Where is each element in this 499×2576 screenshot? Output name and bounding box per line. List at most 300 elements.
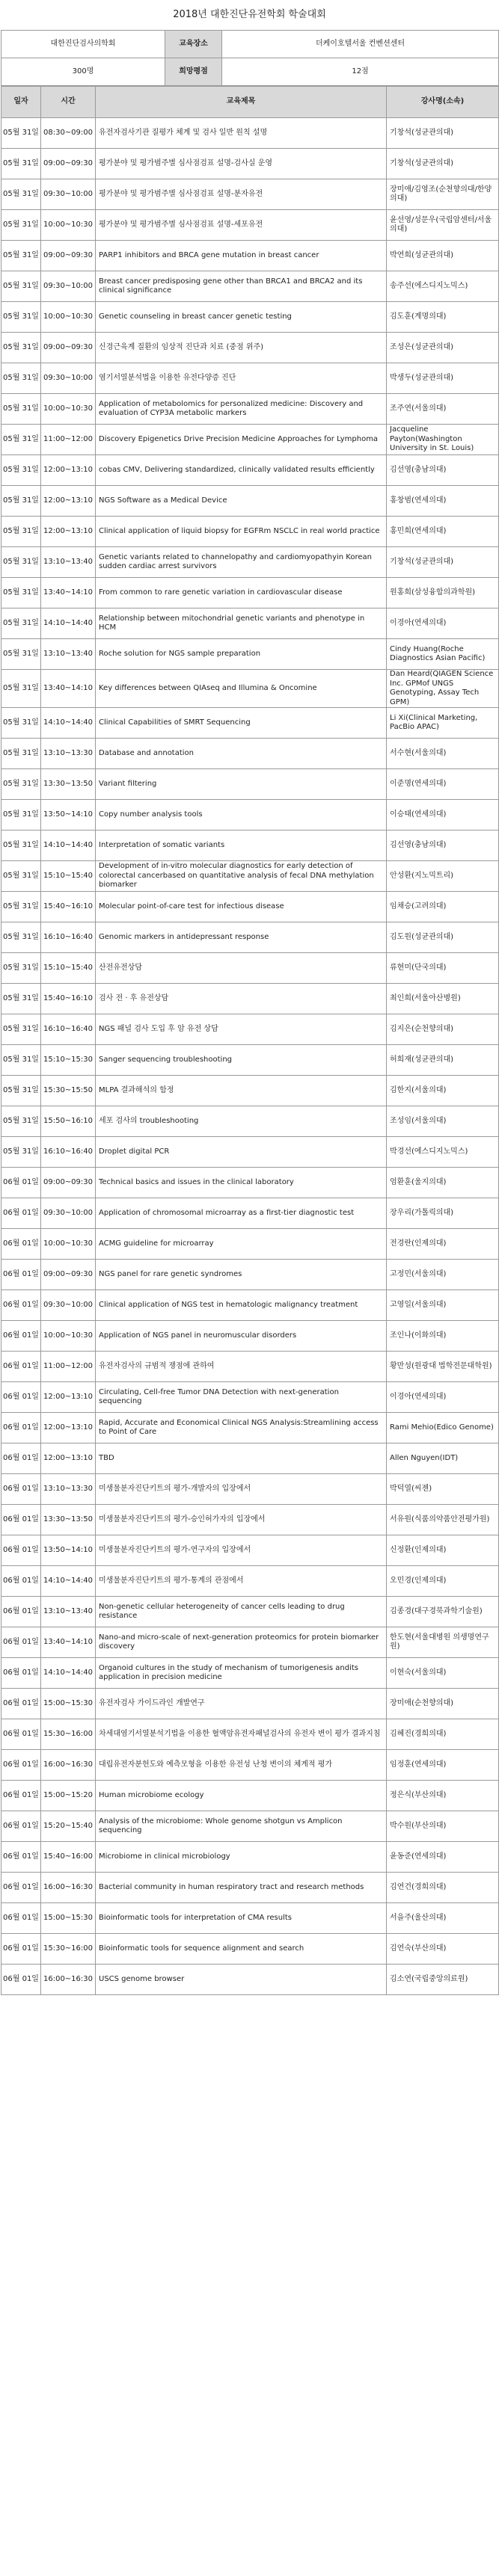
session-subject: Application of NGS panel in neuromuscular disorders bbox=[96, 1321, 387, 1352]
session-time: 09:00~09:30 bbox=[41, 1260, 96, 1290]
table-row bbox=[1, 1842, 499, 1873]
session-time: 15:30~16:00 bbox=[41, 1934, 96, 1965]
session-subject: 평가분야 및 평가범주별 심사점검표 설명-분자유전 bbox=[96, 179, 387, 210]
table-row bbox=[1, 118, 499, 149]
session-date: 05월 31일 bbox=[1, 578, 41, 608]
session-date: 06월 01일 bbox=[1, 1934, 41, 1965]
session-subject: cobas CMV, Delivering standardized, clinically validated results efficiently bbox=[96, 455, 387, 486]
session-time: 14:10~14:40 bbox=[41, 608, 96, 639]
page-title: 2018년 대한진단유전학회 학술대회 bbox=[173, 9, 326, 20]
table-row bbox=[1, 1689, 499, 1719]
session-date: 05월 31일 bbox=[1, 363, 41, 394]
session-subject: Genomic markers in antidepressant response bbox=[96, 922, 387, 953]
session-time: 14:10~14:40 bbox=[41, 1566, 96, 1597]
session-subject: NGS Software as a Medical Device bbox=[96, 486, 387, 517]
table-row bbox=[1, 1443, 499, 1474]
session-time: 15:30~16:00 bbox=[41, 1719, 96, 1750]
session-lecturer: 고정민(서울의대) bbox=[387, 1260, 499, 1290]
credits-label: 희망평점 bbox=[165, 58, 222, 86]
schedule-table bbox=[1, 86, 499, 1995]
session-lecturer: 오민경(인제의대) bbox=[387, 1566, 499, 1597]
session-lecturer: 이경아(연세의대) bbox=[387, 1382, 499, 1413]
session-date: 06월 01일 bbox=[1, 1811, 41, 1842]
session-subject: 미생물분자진단키트의 평가-통계의 관점에서 bbox=[96, 1566, 387, 1597]
session-lecturer: 서을주(울산의대) bbox=[387, 1903, 499, 1934]
session-time: 09:00~09:30 bbox=[41, 1168, 96, 1198]
session-date: 05월 31일 bbox=[1, 1076, 41, 1106]
session-subject: Clinical Capabilities of SMRT Sequencing bbox=[96, 708, 387, 739]
session-subject: Sanger sequencing troubleshooting bbox=[96, 1045, 387, 1076]
table-row bbox=[1, 953, 499, 984]
session-subject: Genetic variants related to channelopathy and cardiomyopathyin Korean sudden cardiac arrest survivors bbox=[96, 547, 387, 578]
session-subject: Breast cancer predisposing gene other than BRCA1 and BRCA2 and its clinical significance bbox=[96, 271, 387, 302]
table-row bbox=[1, 861, 499, 892]
session-lecturer: 홍민희(연세의대) bbox=[387, 517, 499, 547]
session-lecturer: 조성임(서울의대) bbox=[387, 1106, 499, 1137]
session-time: 13:10~13:40 bbox=[41, 547, 96, 578]
session-lecturer: Jacqueline Payton(Washington University in St. Louis) bbox=[387, 425, 499, 455]
session-lecturer: 장미애/김영조(순천향의대/한양의대) bbox=[387, 179, 499, 210]
column-header-time: 시간 bbox=[41, 87, 96, 118]
session-subject: 평가분야 및 평가범주별 심사점검표 설명-세포유전 bbox=[96, 210, 387, 241]
session-date: 06월 01일 bbox=[1, 1719, 41, 1750]
session-date: 06월 01일 bbox=[1, 1229, 41, 1260]
table-row bbox=[1, 1750, 499, 1781]
session-time: 09:00~09:30 bbox=[41, 333, 96, 363]
table-row bbox=[1, 333, 499, 363]
session-date: 05월 31일 bbox=[1, 769, 41, 800]
table-row bbox=[1, 1597, 499, 1627]
session-date: 05월 31일 bbox=[1, 800, 41, 831]
session-time: 16:00~16:30 bbox=[41, 1965, 96, 1995]
session-date: 06월 01일 bbox=[1, 1597, 41, 1627]
session-lecturer: 박수원(부산의대) bbox=[387, 1811, 499, 1842]
session-subject: Discovery Epigenetics Drive Precision Medicine Approaches for Lymphoma bbox=[96, 425, 387, 455]
session-subject: Application of chromosomal microarray as a first-tier diagnostic test bbox=[96, 1198, 387, 1229]
session-lecturer: 이승태(연세의대) bbox=[387, 800, 499, 831]
table-row bbox=[1, 1873, 499, 1903]
session-lecturer: 서수현(서울의대) bbox=[387, 739, 499, 769]
session-time: 13:10~13:40 bbox=[41, 639, 96, 670]
session-subject: NGS 패널 검사 도입 후 암 유전 상담 bbox=[96, 1014, 387, 1045]
session-time: 15:00~15:30 bbox=[41, 1903, 96, 1934]
info-row-2 bbox=[1, 58, 499, 86]
table-row bbox=[1, 1045, 499, 1076]
credits-cell: 12점 bbox=[222, 58, 499, 86]
table-row bbox=[1, 149, 499, 179]
session-lecturer: 임정훈(연세의대) bbox=[387, 1750, 499, 1781]
session-date: 06월 01일 bbox=[1, 1566, 41, 1597]
session-time: 16:00~16:30 bbox=[41, 1750, 96, 1781]
session-time: 13:40~14:10 bbox=[41, 578, 96, 608]
session-subject: NGS panel for rare genetic syndromes bbox=[96, 1260, 387, 1290]
session-subject: USCS genome browser bbox=[96, 1965, 387, 1995]
session-time: 16:00~16:30 bbox=[41, 1873, 96, 1903]
session-lecturer: 김연숙(부산의대) bbox=[387, 1934, 499, 1965]
session-time: 14:10~14:40 bbox=[41, 831, 96, 861]
table-row bbox=[1, 363, 499, 394]
table-row bbox=[1, 578, 499, 608]
session-date: 05월 31일 bbox=[1, 118, 41, 149]
session-lecturer: Li Xi(Clinical Marketing, PacBio APAC) bbox=[387, 708, 499, 739]
table-row bbox=[1, 1934, 499, 1965]
session-date: 05월 31일 bbox=[1, 922, 41, 953]
session-subject: Non-genetic cellular heterogeneity of cancer cells leading to drug resistance bbox=[96, 1597, 387, 1627]
session-time: 10:00~10:30 bbox=[41, 302, 96, 333]
session-time: 09:00~09:30 bbox=[41, 149, 96, 179]
session-date: 05월 31일 bbox=[1, 455, 41, 486]
session-lecturer: 황만성(원광대 법학전문대학원) bbox=[387, 1352, 499, 1382]
table-row bbox=[1, 1260, 499, 1290]
session-lecturer: 한도현(서울대병원 의생명연구원) bbox=[387, 1627, 499, 1658]
session-time: 10:00~10:30 bbox=[41, 1321, 96, 1352]
session-lecturer: 송주선(에스디지노믹스) bbox=[387, 271, 499, 302]
session-lecturer: 기창석(성균관의대) bbox=[387, 149, 499, 179]
session-lecturer: 김한지(서울의대) bbox=[387, 1076, 499, 1106]
session-lecturer: 허희재(성균관의대) bbox=[387, 1045, 499, 1076]
session-date: 06월 01일 bbox=[1, 1965, 41, 1995]
table-row bbox=[1, 1474, 499, 1505]
table-row bbox=[1, 1137, 499, 1168]
session-lecturer: 안성환(지노믹트리) bbox=[387, 861, 499, 892]
session-time: 15:30~15:50 bbox=[41, 1076, 96, 1106]
session-date: 06월 01일 bbox=[1, 1260, 41, 1290]
session-subject: Rapid, Accurate and Economical Clinical NGS Analysis:Streamlining access to Point of Care bbox=[96, 1413, 387, 1443]
session-time: 09:30~10:00 bbox=[41, 271, 96, 302]
session-lecturer: 장미애(순천향의대) bbox=[387, 1689, 499, 1719]
session-time: 11:00~12:00 bbox=[41, 425, 96, 455]
session-lecturer: 고영일(서울의대) bbox=[387, 1290, 499, 1321]
table-row bbox=[1, 1321, 499, 1352]
session-date: 05월 31일 bbox=[1, 639, 41, 670]
table-row bbox=[1, 486, 499, 517]
session-date: 05월 31일 bbox=[1, 486, 41, 517]
session-lecturer: 김연건(경희의대) bbox=[387, 1873, 499, 1903]
session-lecturer: 홍창범(연세의대) bbox=[387, 486, 499, 517]
session-date: 05월 31일 bbox=[1, 892, 41, 922]
session-lecturer: 박생두(성균관의대) bbox=[387, 363, 499, 394]
schedule-header-row bbox=[1, 87, 499, 118]
session-time: 09:30~10:00 bbox=[41, 363, 96, 394]
table-row bbox=[1, 271, 499, 302]
session-time: 13:10~13:30 bbox=[41, 1474, 96, 1505]
session-time: 11:00~12:00 bbox=[41, 1352, 96, 1382]
session-lecturer: 김선영(충남의대) bbox=[387, 831, 499, 861]
session-time: 15:40~16:00 bbox=[41, 1842, 96, 1873]
session-time: 15:40~16:10 bbox=[41, 984, 96, 1014]
session-subject: Technical basics and issues in the clinical laboratory bbox=[96, 1168, 387, 1198]
session-subject: Interpretation of somatic variants bbox=[96, 831, 387, 861]
table-row bbox=[1, 1965, 499, 1995]
table-row bbox=[1, 517, 499, 547]
table-row bbox=[1, 1014, 499, 1045]
session-date: 05월 31일 bbox=[1, 241, 41, 271]
session-lecturer: 이경아(연세의대) bbox=[387, 608, 499, 639]
session-subject: 평가분야 및 평가범주별 심사점검표 설명-검사실 운영 bbox=[96, 149, 387, 179]
session-time: 12:00~13:10 bbox=[41, 517, 96, 547]
session-lecturer: 기창석(성균관의대) bbox=[387, 118, 499, 149]
session-time: 15:00~15:20 bbox=[41, 1781, 96, 1811]
session-time: 15:20~15:40 bbox=[41, 1811, 96, 1842]
table-row bbox=[1, 708, 499, 739]
session-time: 09:30~10:00 bbox=[41, 1290, 96, 1321]
session-lecturer: 김종경(대구경북과학기술원) bbox=[387, 1597, 499, 1627]
session-lecturer: 윤동준(연세의대) bbox=[387, 1842, 499, 1873]
session-subject: 대립유전자분헌도와 예측모형을 이용한 유전성 난청 변이의 체계적 평가 bbox=[96, 1750, 387, 1781]
session-date: 06월 01일 bbox=[1, 1505, 41, 1535]
table-row bbox=[1, 1627, 499, 1658]
info-table bbox=[1, 30, 499, 86]
session-time: 13:40~14:10 bbox=[41, 670, 96, 708]
session-lecturer: 류현미(단국의대) bbox=[387, 953, 499, 984]
table-row bbox=[1, 1566, 499, 1597]
session-subject: Human microbiome ecology bbox=[96, 1781, 387, 1811]
table-row bbox=[1, 302, 499, 333]
session-time: 13:10~13:30 bbox=[41, 739, 96, 769]
session-subject: ACMG guideline for microarray bbox=[96, 1229, 387, 1260]
session-date: 05월 31일 bbox=[1, 547, 41, 578]
session-time: 12:00~13:10 bbox=[41, 486, 96, 517]
session-date: 06월 01일 bbox=[1, 1474, 41, 1505]
session-subject: TBD bbox=[96, 1443, 387, 1474]
session-lecturer: Rami Mehio(Edico Genome) bbox=[387, 1413, 499, 1443]
session-subject: 신경근육계 질환의 임상적 진단과 치료 (중점 위주) bbox=[96, 333, 387, 363]
table-row bbox=[1, 1290, 499, 1321]
table-row bbox=[1, 1076, 499, 1106]
session-date: 06월 01일 bbox=[1, 1873, 41, 1903]
session-subject: Database and annotation bbox=[96, 739, 387, 769]
session-lecturer: Allen Nguyen(IDT) bbox=[387, 1443, 499, 1474]
column-header-date: 일자 bbox=[1, 87, 41, 118]
info-row-1 bbox=[1, 31, 499, 58]
session-time: 13:30~13:50 bbox=[41, 769, 96, 800]
session-time: 16:10~16:40 bbox=[41, 1014, 96, 1045]
session-lecturer: 조인나(이화의대) bbox=[387, 1321, 499, 1352]
session-subject: PARP1 inhibitors and BRCA gene mutation in breast cancer bbox=[96, 241, 387, 271]
table-row bbox=[1, 179, 499, 210]
table-row bbox=[1, 739, 499, 769]
venue-cell: 더케이호텔서울 컨벤션센터 bbox=[222, 31, 499, 58]
session-date: 06월 01일 bbox=[1, 1290, 41, 1321]
session-lecturer: 박덕열(씨젠) bbox=[387, 1474, 499, 1505]
session-date: 05월 31일 bbox=[1, 953, 41, 984]
session-lecturer: 김선영(충남의대) bbox=[387, 455, 499, 486]
session-date: 05월 31일 bbox=[1, 425, 41, 455]
table-row bbox=[1, 547, 499, 578]
session-subject: 염기서열분석법을 이용한 유전다양증 진단 bbox=[96, 363, 387, 394]
session-time: 15:10~15:40 bbox=[41, 861, 96, 892]
session-date: 05월 31일 bbox=[1, 394, 41, 425]
session-lecturer: 박경선(에스디지노믹스) bbox=[387, 1137, 499, 1168]
session-time: 13:30~13:50 bbox=[41, 1505, 96, 1535]
session-date: 06월 01일 bbox=[1, 1321, 41, 1352]
session-subject: Clinical application of NGS test in hematologic malignancy treatment bbox=[96, 1290, 387, 1321]
session-time: 12:00~13:10 bbox=[41, 1413, 96, 1443]
session-time: 13:40~14:10 bbox=[41, 1627, 96, 1658]
session-subject: 미생물분자진단키트의 평가-개발자의 입장에서 bbox=[96, 1474, 387, 1505]
session-lecturer: 서유원(식품의약품안전평가원) bbox=[387, 1505, 499, 1535]
session-time: 14:10~14:40 bbox=[41, 1658, 96, 1689]
session-lecturer: 김지은(순천향의대) bbox=[387, 1014, 499, 1045]
table-row bbox=[1, 800, 499, 831]
session-date: 05월 31일 bbox=[1, 1137, 41, 1168]
session-time: 10:00~10:30 bbox=[41, 394, 96, 425]
session-lecturer: 전경란(인제의대) bbox=[387, 1229, 499, 1260]
session-subject: Microbiome in clinical microbiology bbox=[96, 1842, 387, 1873]
session-subject: Bioinformatic tools for sequence alignment and search bbox=[96, 1934, 387, 1965]
session-lecturer: 이현숙(서울의대) bbox=[387, 1658, 499, 1689]
table-row bbox=[1, 984, 499, 1014]
session-date: 06월 01일 bbox=[1, 1658, 41, 1689]
session-lecturer: 윤선영/성문우(국립암센터/서울의대) bbox=[387, 210, 499, 241]
session-date: 05월 31일 bbox=[1, 831, 41, 861]
table-row bbox=[1, 892, 499, 922]
column-header-lecturer: 강사명(소속) bbox=[387, 87, 499, 118]
session-date: 05월 31일 bbox=[1, 1014, 41, 1045]
session-subject: Bioinformatic tools for interpretation of CMA results bbox=[96, 1903, 387, 1934]
table-row bbox=[1, 1658, 499, 1689]
session-subject: 세포 검사의 troubleshooting bbox=[96, 1106, 387, 1137]
session-subject: 유전자검사 가이드라인 개발연구 bbox=[96, 1689, 387, 1719]
table-row bbox=[1, 425, 499, 455]
session-date: 06월 01일 bbox=[1, 1443, 41, 1474]
session-subject: Organoid cultures in the study of mechanism of tumorigenesis andits application in precision medicine bbox=[96, 1658, 387, 1689]
session-date: 06월 01일 bbox=[1, 1781, 41, 1811]
session-lecturer: 원홍희(삼성융합의과학원) bbox=[387, 578, 499, 608]
session-lecturer: 이준명(연세의대) bbox=[387, 769, 499, 800]
session-date: 05월 31일 bbox=[1, 333, 41, 363]
session-lecturer: Dan Heard(QIAGEN Science Inc. GPMof UNGS Genotyping, Assay Tech GPM) bbox=[387, 670, 499, 708]
session-date: 06월 01일 bbox=[1, 1842, 41, 1873]
session-subject: Analysis of the microbiome: Whole genome shotgun vs Amplicon sequencing bbox=[96, 1811, 387, 1842]
session-lecturer: Cindy Huang(Roche Diagnostics Asian Pacific) bbox=[387, 639, 499, 670]
session-subject: 미생물분자진단키트의 평가-승인허가자의 입장에서 bbox=[96, 1505, 387, 1535]
session-subject: Relationship between mitochondrial genetic variants and phenotype in HCM bbox=[96, 608, 387, 639]
session-time: 15:50~16:10 bbox=[41, 1106, 96, 1137]
session-lecturer: 김도원(성균관의대) bbox=[387, 922, 499, 953]
session-subject: Molecular point-of-care test for infectious disease bbox=[96, 892, 387, 922]
capacity-cell: 300명 bbox=[1, 58, 165, 86]
session-lecturer: 엄환훈(울지의대) bbox=[387, 1168, 499, 1198]
session-lecturer: 최인희(서울아산병원) bbox=[387, 984, 499, 1014]
session-subject: From common to rare genetic variation in cardiovascular disease bbox=[96, 578, 387, 608]
session-subject: Development of in-vitro molecular diagnostics for early detection of colorectal cancerbased on quantitative analysis of fecal DNA methylation biomarker bbox=[96, 861, 387, 892]
session-lecturer: 김소연(국립중앙의료원) bbox=[387, 1965, 499, 1995]
session-lecturer: 기창석(성균관의대) bbox=[387, 547, 499, 578]
table-row bbox=[1, 1229, 499, 1260]
session-date: 06월 01일 bbox=[1, 1352, 41, 1382]
session-date: 06월 01일 bbox=[1, 1750, 41, 1781]
session-date: 05월 31일 bbox=[1, 670, 41, 708]
session-subject: Copy number analysis tools bbox=[96, 800, 387, 831]
table-row bbox=[1, 1903, 499, 1934]
session-subject: Genetic counseling in breast cancer genetic testing bbox=[96, 302, 387, 333]
table-row bbox=[1, 1168, 499, 1198]
table-row bbox=[1, 1781, 499, 1811]
session-date: 06월 01일 bbox=[1, 1903, 41, 1934]
session-date: 05월 31일 bbox=[1, 149, 41, 179]
session-subject: 미생물분자진단키트의 평가-연구자의 입장에서 bbox=[96, 1535, 387, 1566]
session-time: 13:10~13:40 bbox=[41, 1597, 96, 1627]
session-time: 16:10~16:40 bbox=[41, 922, 96, 953]
session-subject: Bacterial community in human respiratory tract and research methods bbox=[96, 1873, 387, 1903]
session-time: 13:50~14:10 bbox=[41, 1535, 96, 1566]
table-row bbox=[1, 670, 499, 708]
table-row bbox=[1, 1505, 499, 1535]
session-date: 05월 31일 bbox=[1, 302, 41, 333]
session-subject: Nano-and micro-scale of next-generation proteomics for protein biomarker discovery bbox=[96, 1627, 387, 1658]
organizer-cell: 대한진단검사의학회 bbox=[1, 31, 165, 58]
session-subject: 유전자검사기관 질평가 체계 및 검사 일반 원칙 설명 bbox=[96, 118, 387, 149]
session-time: 16:10~16:40 bbox=[41, 1137, 96, 1168]
session-subject: 유전자검사의 규범적 쟁점에 관하여 bbox=[96, 1352, 387, 1382]
table-row bbox=[1, 922, 499, 953]
session-subject: 차세대염기서열분석기법을 이용한 혈액암유전자패널검사의 유전자 변이 평가 결과지침 bbox=[96, 1719, 387, 1750]
session-time: 08:30~09:00 bbox=[41, 118, 96, 149]
session-lecturer: 조주연(서울의대) bbox=[387, 394, 499, 425]
session-date: 05월 31일 bbox=[1, 210, 41, 241]
session-date: 06월 01일 bbox=[1, 1168, 41, 1198]
table-row bbox=[1, 1413, 499, 1443]
table-row bbox=[1, 1535, 499, 1566]
session-subject: Droplet digital PCR bbox=[96, 1137, 387, 1168]
session-date: 05월 31일 bbox=[1, 708, 41, 739]
session-lecturer: 임채승(고려의대) bbox=[387, 892, 499, 922]
session-time: 13:50~14:10 bbox=[41, 800, 96, 831]
session-date: 05월 31일 bbox=[1, 861, 41, 892]
session-lecturer: 김혜진(경희의대) bbox=[387, 1719, 499, 1750]
session-time: 15:40~16:10 bbox=[41, 892, 96, 922]
session-date: 06월 01일 bbox=[1, 1198, 41, 1229]
session-time: 12:00~13:10 bbox=[41, 455, 96, 486]
session-subject: Application of metabolomics for personalized medicine: Discovery and evaluation of CYP3A metabolic markers bbox=[96, 394, 387, 425]
session-lecturer: 장우리(가톨릭의대) bbox=[387, 1198, 499, 1229]
session-subject: 검사 전 · 후 유전상담 bbox=[96, 984, 387, 1014]
session-time: 15:00~15:30 bbox=[41, 1689, 96, 1719]
session-subject: Key differences between QIAseq and Illumina & Oncomine bbox=[96, 670, 387, 708]
table-row bbox=[1, 831, 499, 861]
session-lecturer: 신정환(인제의대) bbox=[387, 1535, 499, 1566]
table-row bbox=[1, 1106, 499, 1137]
table-row bbox=[1, 394, 499, 425]
session-date: 05월 31일 bbox=[1, 608, 41, 639]
session-lecturer: 정은식(부산의대) bbox=[387, 1781, 499, 1811]
session-date: 05월 31일 bbox=[1, 739, 41, 769]
session-subject: Circulating, Cell-free Tumor DNA Detection with next-generation sequencing bbox=[96, 1382, 387, 1413]
schedule-body bbox=[1, 118, 499, 1995]
venue-label: 교육장소 bbox=[165, 31, 222, 58]
session-date: 06월 01일 bbox=[1, 1413, 41, 1443]
session-time: 12:00~13:10 bbox=[41, 1382, 96, 1413]
session-date: 05월 31일 bbox=[1, 179, 41, 210]
table-row bbox=[1, 1382, 499, 1413]
session-date: 05월 31일 bbox=[1, 984, 41, 1014]
session-subject: Variant filtering bbox=[96, 769, 387, 800]
session-time: 14:10~14:40 bbox=[41, 708, 96, 739]
session-time: 15:10~15:30 bbox=[41, 1045, 96, 1076]
session-time: 09:30~10:00 bbox=[41, 179, 96, 210]
session-date: 05월 31일 bbox=[1, 271, 41, 302]
table-row bbox=[1, 455, 499, 486]
session-time: 09:30~10:00 bbox=[41, 1198, 96, 1229]
session-subject: Clinical application of liquid biopsy for EGFRm NSCLC in real world practice bbox=[96, 517, 387, 547]
session-subject: MLPA 결과해석의 함정 bbox=[96, 1076, 387, 1106]
table-row bbox=[1, 1198, 499, 1229]
session-time: 12:00~13:10 bbox=[41, 1443, 96, 1474]
session-date: 06월 01일 bbox=[1, 1535, 41, 1566]
session-time: 09:00~09:30 bbox=[41, 241, 96, 271]
session-lecturer: 박연희(성균관의대) bbox=[387, 241, 499, 271]
